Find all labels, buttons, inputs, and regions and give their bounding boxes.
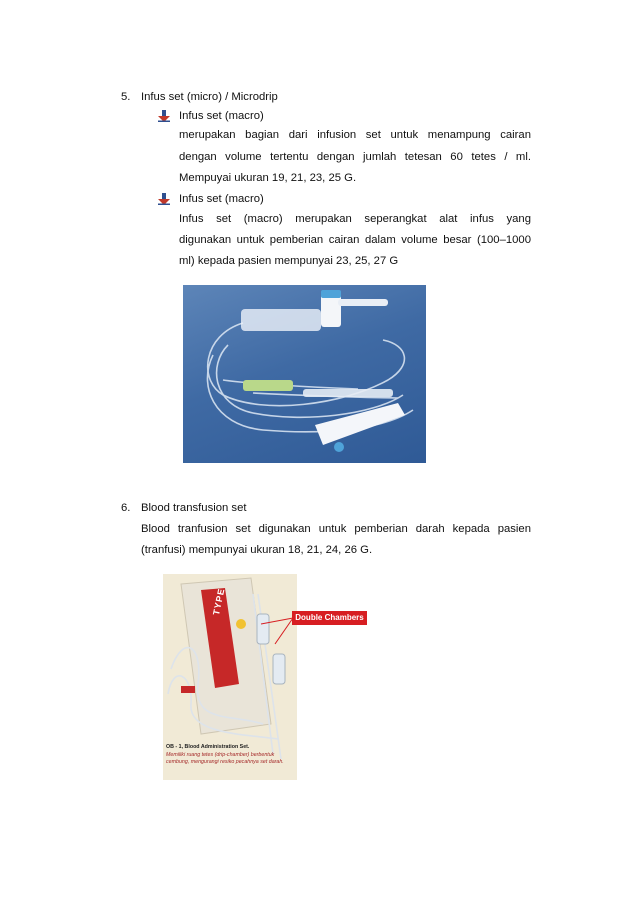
section-5-heading: Infus set (micro) / Microdrip: [141, 91, 278, 103]
section-6-line-2: (tranfusi) mempunyai ukuran 18, 21, 24, 26 G.: [141, 544, 373, 556]
section-6-line-1: Blood tranfusion set digunakan untuk pemberian darah kepada pasien: [141, 523, 531, 535]
section-5-number: 5.: [121, 91, 131, 103]
bag-label: TYPE: [211, 587, 227, 617]
section-6-number: 6.: [121, 502, 131, 514]
figure-caption-title: OB - 1, Blood Administration Set.: [166, 744, 250, 750]
callout-pointer-lines: [255, 616, 295, 646]
section-6-heading: Blood transfusion set: [141, 502, 247, 514]
sub-item-1-line-1: merupakan bagian dari infusion set untuk menampung cairan: [179, 129, 531, 141]
arrow-down-bullet-icon: [158, 193, 170, 205]
sub-item-2-line-1: Infus set (macro) merupakan seperangkat alat infus yang: [179, 213, 531, 225]
sub-item-2-line-3: ml) kepada pasien mempunyai 23, 25, 27 G: [179, 255, 399, 267]
infusion-set-photo: [183, 285, 426, 463]
double-chambers-callout: Double Chambers: [292, 611, 367, 625]
sub-item-1-title: Infus set (macro): [179, 110, 264, 122]
figure-caption-body: Memiliki ruang tetes (drip-chamber) berbentuk cembung, mengurangi resiko pecahnya set darah.: [166, 752, 284, 765]
sub-item-2-line-2: digunakan untuk pemberian cairan dalam volume besar (100–1000: [179, 234, 531, 246]
sub-item-2-title: Infus set (macro): [179, 193, 264, 205]
sub-item-1-line-3: Mempuyai ukuran 19, 21, 23, 25 G.: [179, 172, 357, 184]
arrow-down-bullet-icon: [158, 110, 170, 122]
sub-item-1-line-2: dengan volume tertentu dengan jumlah tetesan 60 tetes / ml.: [179, 151, 531, 163]
